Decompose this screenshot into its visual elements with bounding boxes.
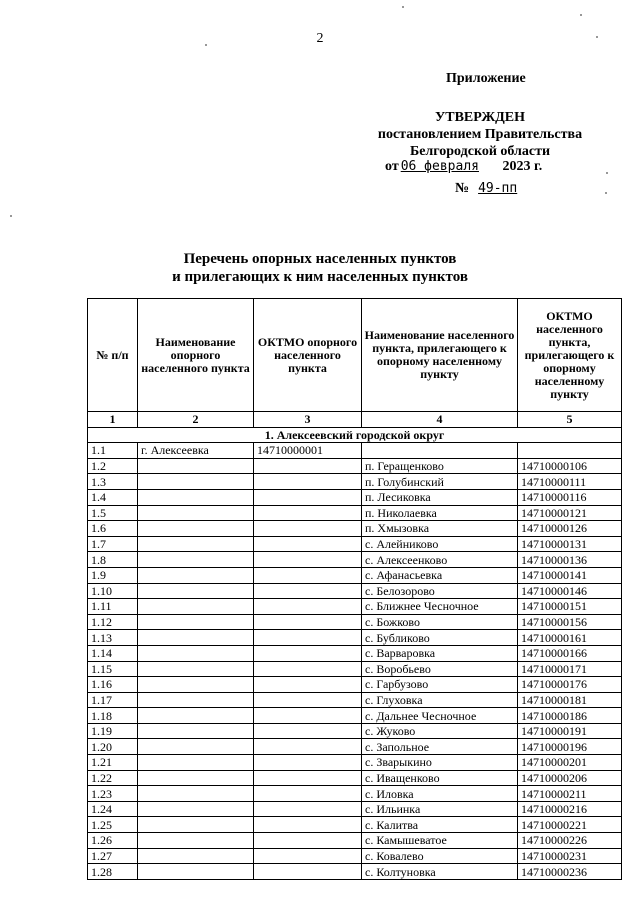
adjacent-settlement-name: с. Дальнее Чесночное — [362, 708, 518, 724]
adjacent-settlement-oktmo: 14710000221 — [518, 817, 622, 833]
table-row — [88, 614, 622, 630]
table-row — [88, 723, 622, 739]
row-number: 1.1 — [88, 443, 138, 459]
adjacent-settlement-name: п. Николаевка — [362, 505, 518, 521]
adjacent-settlement-name: с. Колтуновка — [362, 864, 518, 880]
core-settlement-oktmo: 14710000001 — [254, 443, 362, 459]
core-settlement-oktmo — [254, 521, 362, 537]
header-number: № п/п — [88, 299, 138, 412]
column-number: 5 — [518, 412, 622, 428]
core-settlement-name — [138, 770, 254, 786]
core-settlement-name — [138, 833, 254, 849]
adjacent-settlement-oktmo: 14710000121 — [518, 505, 622, 521]
column-number-row — [88, 412, 622, 428]
adjacent-settlement-oktmo: 14710000231 — [518, 848, 622, 864]
core-settlement-oktmo — [254, 770, 362, 786]
adjacent-settlement-name: с. Ковалево — [362, 848, 518, 864]
row-number: 1.9 — [88, 567, 138, 583]
header-adjacent-oktmo: ОКТМО населенного пункта, прилегающего к опорному населенному пункту — [518, 299, 622, 412]
adjacent-settlement-name: с. Иващенково — [362, 770, 518, 786]
core-settlement-oktmo — [254, 723, 362, 739]
scan-speck — [596, 36, 598, 38]
adjacent-settlement-name: с. Глуховка — [362, 692, 518, 708]
approval-number — [455, 181, 523, 197]
adjacent-settlement-name: п. Геращенково — [362, 458, 518, 474]
adjacent-settlement-name — [362, 443, 518, 459]
table-row — [88, 770, 622, 786]
adjacent-settlement-oktmo: 14710000116 — [518, 489, 622, 505]
core-settlement-oktmo — [254, 833, 362, 849]
core-settlement-oktmo — [254, 489, 362, 505]
scan-speck — [605, 192, 607, 194]
row-number: 1.19 — [88, 723, 138, 739]
core-settlement-name — [138, 692, 254, 708]
row-number: 1.15 — [88, 661, 138, 677]
core-settlement-name — [138, 786, 254, 802]
header-adjacent-name: Наименование населенного пункта, прилегающего к опорному населенному пункту — [362, 299, 518, 412]
table-row — [88, 817, 622, 833]
core-settlement-oktmo — [254, 755, 362, 771]
adjacent-settlement-name: с. Белозорово — [362, 583, 518, 599]
core-settlement-oktmo — [254, 801, 362, 817]
scan-speck — [205, 44, 207, 46]
number-value: 49-пп — [478, 181, 518, 196]
adjacent-settlement-oktmo: 14710000151 — [518, 599, 622, 615]
core-settlement-name — [138, 755, 254, 771]
row-number: 1.11 — [88, 599, 138, 615]
adjacent-settlement-oktmo: 14710000236 — [518, 864, 622, 880]
core-settlement-oktmo — [254, 848, 362, 864]
table-row — [88, 489, 622, 505]
core-settlement-name: г. Алексеевка — [138, 443, 254, 459]
core-settlement-oktmo — [254, 661, 362, 677]
adjacent-settlement-oktmo: 14710000131 — [518, 536, 622, 552]
adjacent-settlement-oktmo: 14710000211 — [518, 786, 622, 802]
core-settlement-name — [138, 474, 254, 490]
core-settlement-oktmo — [254, 864, 362, 880]
core-settlement-name — [138, 552, 254, 568]
adjacent-settlement-name: с. Камышеватое — [362, 833, 518, 849]
table-row — [88, 521, 622, 537]
table-header-row — [88, 299, 622, 412]
core-settlement-name — [138, 864, 254, 880]
scan-speck — [402, 6, 404, 8]
core-settlement-name — [138, 677, 254, 693]
adjacent-settlement-oktmo: 14710000226 — [518, 833, 622, 849]
table-row — [88, 848, 622, 864]
adjacent-settlement-oktmo: 14710000191 — [518, 723, 622, 739]
adjacent-settlement-name: с. Иловка — [362, 786, 518, 802]
date-value: 06 февраля — [400, 159, 479, 174]
adjacent-settlement-name: с. Ближнее Чесночное — [362, 599, 518, 615]
adjacent-settlement-oktmo: 14710000181 — [518, 692, 622, 708]
scan-speck — [606, 172, 608, 174]
adjacent-settlement-oktmo: 14710000206 — [518, 770, 622, 786]
core-settlement-oktmo — [254, 505, 362, 521]
row-number: 1.18 — [88, 708, 138, 724]
adjacent-settlement-oktmo — [518, 443, 622, 459]
approval-region: Белгородской области — [409, 144, 551, 159]
table-row — [88, 505, 622, 521]
row-number: 1.4 — [88, 489, 138, 505]
adjacent-settlement-name: с. Гарбузово — [362, 677, 518, 693]
core-settlement-oktmo — [254, 458, 362, 474]
core-settlement-oktmo — [254, 614, 362, 630]
row-number: 1.23 — [88, 786, 138, 802]
adjacent-settlement-oktmo: 14710000196 — [518, 739, 622, 755]
scan-speck — [10, 215, 12, 217]
core-settlement-name — [138, 599, 254, 615]
approval-authority: постановлением Правительства — [377, 127, 583, 142]
core-settlement-name — [138, 489, 254, 505]
row-number: 1.26 — [88, 833, 138, 849]
core-settlement-name — [138, 583, 254, 599]
adjacent-settlement-name: с. Варваровка — [362, 645, 518, 661]
adjacent-settlement-oktmo: 14710000146 — [518, 583, 622, 599]
core-settlement-oktmo — [254, 474, 362, 490]
row-number: 1.3 — [88, 474, 138, 490]
core-settlement-name — [138, 817, 254, 833]
row-number: 1.25 — [88, 817, 138, 833]
table-row — [88, 583, 622, 599]
row-number: 1.22 — [88, 770, 138, 786]
adjacent-settlement-name: п. Лесиковка — [362, 489, 518, 505]
adjacent-settlement-name: с. Алексеенково — [362, 552, 518, 568]
table-row — [88, 833, 622, 849]
date-prefix: от — [385, 159, 399, 174]
table-row — [88, 739, 622, 755]
adjacent-settlement-oktmo: 14710000106 — [518, 458, 622, 474]
adjacent-settlement-name: п. Голубинский — [362, 474, 518, 490]
table-row — [88, 599, 622, 615]
adjacent-settlement-name: с. Воробьево — [362, 661, 518, 677]
adjacent-settlement-oktmo: 14710000111 — [518, 474, 622, 490]
table-row — [88, 536, 622, 552]
adjacent-settlement-name: с. Запольное — [362, 739, 518, 755]
row-number: 1.20 — [88, 739, 138, 755]
row-number: 1.5 — [88, 505, 138, 521]
row-number: 1.10 — [88, 583, 138, 599]
table-row — [88, 708, 622, 724]
adjacent-settlement-name: с. Афанасьевка — [362, 567, 518, 583]
core-settlement-oktmo — [254, 692, 362, 708]
column-number: 1 — [88, 412, 138, 428]
core-settlement-oktmo — [254, 739, 362, 755]
core-settlement-oktmo — [254, 677, 362, 693]
core-settlement-oktmo — [254, 786, 362, 802]
adjacent-settlement-oktmo: 14710000176 — [518, 677, 622, 693]
core-settlement-oktmo — [254, 630, 362, 646]
core-settlement-name — [138, 521, 254, 537]
column-number: 2 — [138, 412, 254, 428]
approval-date — [385, 159, 542, 175]
adjacent-settlement-oktmo: 14710000166 — [518, 645, 622, 661]
row-number: 1.27 — [88, 848, 138, 864]
table-row — [88, 645, 622, 661]
table-row — [88, 458, 622, 474]
row-number: 1.7 — [88, 536, 138, 552]
core-settlement-name — [138, 458, 254, 474]
row-number: 1.12 — [88, 614, 138, 630]
adjacent-settlement-oktmo: 14710000136 — [518, 552, 622, 568]
page-number: 2 — [316, 31, 324, 46]
adjacent-settlement-oktmo: 14710000216 — [518, 801, 622, 817]
core-settlement-name — [138, 801, 254, 817]
core-settlement-name — [138, 739, 254, 755]
adjacent-settlement-oktmo: 14710000156 — [518, 614, 622, 630]
adjacent-settlement-oktmo: 14710000141 — [518, 567, 622, 583]
row-number: 1.6 — [88, 521, 138, 537]
table-row — [88, 864, 622, 880]
core-settlement-name — [138, 645, 254, 661]
column-number: 3 — [254, 412, 362, 428]
section-row — [88, 427, 622, 443]
header-core-name: Наименование опорного населенного пункта — [138, 299, 254, 412]
core-settlement-oktmo — [254, 708, 362, 724]
core-settlement-name — [138, 536, 254, 552]
row-number: 1.14 — [88, 645, 138, 661]
core-settlement-name — [138, 723, 254, 739]
row-number: 1.28 — [88, 864, 138, 880]
adjacent-settlement-name: с. Бубликово — [362, 630, 518, 646]
scan-speck — [580, 14, 582, 16]
adjacent-settlement-name: с. Калитва — [362, 817, 518, 833]
table-row — [88, 801, 622, 817]
row-number: 1.8 — [88, 552, 138, 568]
column-number: 4 — [362, 412, 518, 428]
date-suffix: 2023 г. — [502, 159, 543, 174]
table-row — [88, 677, 622, 693]
row-number: 1.21 — [88, 755, 138, 771]
adjacent-settlement-name: с. Ильинка — [362, 801, 518, 817]
table-row — [88, 630, 622, 646]
adjacent-settlement-name: п. Хмызовка — [362, 521, 518, 537]
core-settlement-name — [138, 614, 254, 630]
document-title — [0, 250, 640, 286]
row-number: 1.16 — [88, 677, 138, 693]
table-row — [88, 567, 622, 583]
adjacent-settlement-oktmo: 14710000171 — [518, 661, 622, 677]
adjacent-settlement-name: с. Божково — [362, 614, 518, 630]
core-settlement-oktmo — [254, 567, 362, 583]
table-row — [88, 552, 622, 568]
core-settlement-name — [138, 661, 254, 677]
row-number: 1.13 — [88, 630, 138, 646]
table-row — [88, 786, 622, 802]
core-settlement-name — [138, 505, 254, 521]
adjacent-settlement-name: с. Жуково — [362, 723, 518, 739]
core-settlement-oktmo — [254, 536, 362, 552]
adjacent-settlement-oktmo: 14710000126 — [518, 521, 622, 537]
core-settlement-oktmo — [254, 645, 362, 661]
adjacent-settlement-oktmo: 14710000161 — [518, 630, 622, 646]
table-row — [88, 474, 622, 490]
title-line-2: и прилегающих к ним населенных пунктов — [172, 269, 468, 285]
settlements-table — [87, 298, 622, 880]
core-settlement-oktmo — [254, 552, 362, 568]
adjacent-settlement-name: с. Алейниково — [362, 536, 518, 552]
row-number: 1.17 — [88, 692, 138, 708]
adjacent-settlement-oktmo: 14710000186 — [518, 708, 622, 724]
core-settlement-name — [138, 848, 254, 864]
adjacent-settlement-oktmo: 14710000201 — [518, 755, 622, 771]
table-row — [88, 661, 622, 677]
adjacent-settlement-name: с. Зварыкино — [362, 755, 518, 771]
number-prefix: № — [455, 181, 470, 196]
section-title: 1. Алексеевский городской округ — [88, 427, 622, 443]
table-row — [88, 443, 622, 459]
approval-heading: УТВЕРЖДЕН — [434, 110, 526, 125]
title-line-1: Перечень опорных населенных пунктов — [183, 251, 457, 267]
header-core-oktmo: ОКТМО опорного населенного пункта — [254, 299, 362, 412]
core-settlement-name — [138, 630, 254, 646]
core-settlement-name — [138, 708, 254, 724]
core-settlement-oktmo — [254, 817, 362, 833]
row-number: 1.2 — [88, 458, 138, 474]
table-row — [88, 755, 622, 771]
core-settlement-name — [138, 567, 254, 583]
core-settlement-oktmo — [254, 599, 362, 615]
core-settlement-oktmo — [254, 583, 362, 599]
table-row — [88, 692, 622, 708]
row-number: 1.24 — [88, 801, 138, 817]
appendix-label: Приложение — [446, 71, 526, 86]
